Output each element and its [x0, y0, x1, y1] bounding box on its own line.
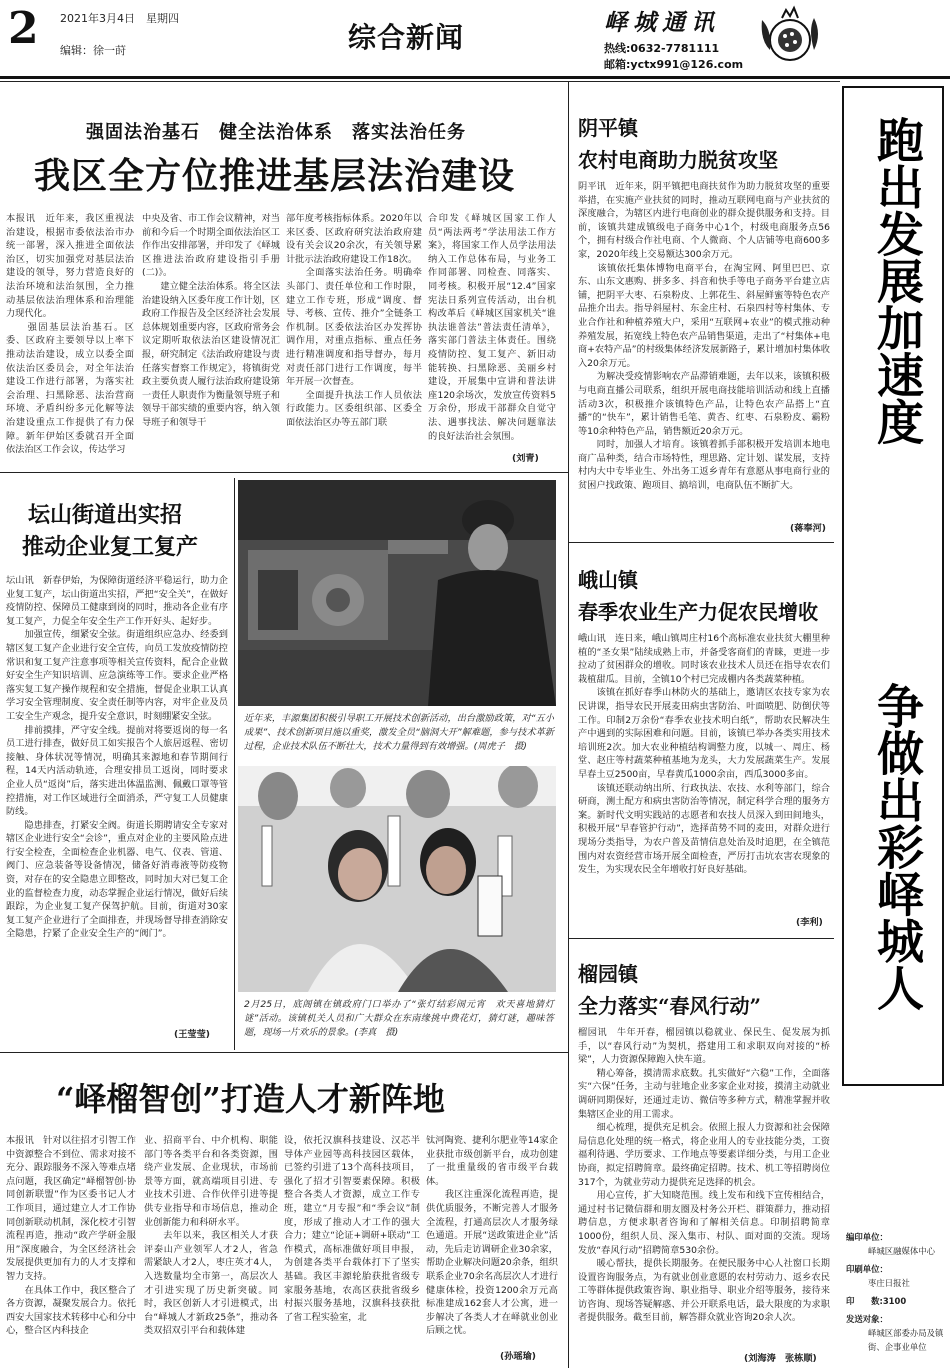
slogan-part-1: 跑出发展加速度	[869, 116, 924, 445]
article3-column-1: 本报讯 针对以往招才引智工作中资源整合不到位、需求对接不充分、跟踪服务不深入等难点堵点问题，我区确定“峄榴智创·协同创新联盟”作为区委书记人才工作项目，通过建立人才工作协同创新联动机制，深化校才引智流程再造，推动“政产学研金服用”深度融合，为全区经济社会发展提供更加有力的人才支撑和智力支持。 在具体工作中，我区整合了各方资源，凝聚发展合力。依托西安大国家技术转移中心和分中心，整合区内科技企	[6, 1135, 136, 1337]
article6-body: 榴园讯 牛年开春，榴园镇以稳就业、保民生、促发展为抓手，以“春风行动”为契机，搭建用工和求职双向对接的“桥梁”，人力资源保障跑入快车道。 精心筹备，摸清需求底数。扎实做好“六稳”工作，全面落实“六保”任务，主动与驻地企业多家企业对接，摸清主动就业调研同期保好，还通过走访、微信等多种方式，精准掌握并收集辖区企业的用工需求。 细心梳理，提供充足机会。依照上报人力资源和社会保障局信息化处理的统一格式，将企业用人的专业技能分类，工资福利待遇、学历要求、工作地点等要素详细分类，与用工企业协商，拟定招聘简章。最终确定招聘。技术、机工等招聘岗位317个，为就业劳动力提供充足选择的机会。 用心宣传，扩大知晓范围。线上发布和线下宣传相结合，通过村书记微信群和朋友圈及村务公开栏、群策群力，推动招聘信息，方便求职者咨询和了解相关信息。印制招聘简章1000份，组织人员、深入集市、村队、面对面的交流。现场发放“春风行动”招聘简章530余份。 暖心帮扶，提供长期服务。在便民服务中心人社窗口长期设置咨询服务点，为有就业创业意愿的农村劳动力、返乡农民工等群体提供政策咨询、职业指导、职业介绍等服务，接待来访咨询、现场答疑解惑、并公开联系电话，最大限度的为求职者提供服务。截至目前，解答群众就业咨询20余人次。	[578, 1027, 830, 1324]
article5-credit: (李利)	[796, 917, 823, 928]
article4-town: 阴平镇	[578, 116, 638, 140]
article4-credit: (蒋奉河)	[790, 523, 826, 534]
article6-town: 榴园镇	[578, 962, 638, 986]
article6-title: 全力落实“春风行动”	[578, 994, 762, 1018]
article2-title-line2: 推动企业复工复产	[22, 534, 199, 560]
lantern-festival-caption: 2月25日，底阁镇在镇政府门口举办了“张灯结彩闹元宵 欢天喜地猜灯谜”活动。该镇机关人员和广大群众在东南缘挑中费花灯，猜灯谜，趣味答题，现场一片欢乐的景象。(李真 摄)	[244, 999, 554, 1038]
article1-credit: (刘青)	[512, 453, 539, 464]
article3-title: “峄榴智创”打造人才新阵地	[56, 1080, 445, 1118]
article3-column-4: 钛河陶瓷、捷利尔肥业等14家企业获批市级创新平台，成功创建了一批重量级的省市级平台载体。 我区注重深化流程再造，提供优质服务，不断完善人才服务全流程，打通高层次人才服务绿色通道。开展“送政策进企业”活动，先后走访调研企业30余家，帮助企业解决问题20余条，组织联系企业70余名高层次人才进行健康体检，投资1200余万元高标准建成162套人才公寓，进一步解决了各类人才在峄就业创业后顾之忧。	[426, 1135, 558, 1337]
article2-body: 坛山讯 新春伊始，为保障街道经济平稳运行，助力企业复工复产，坛山街道出实招，严把“安全关”，在做好疫情防控、保障员工健康到岗的同时，推动各企业有序复工复产，力促全年安全生产工作开好头、起好步。 加强宣传，细紧安全弦。街道组织应急办、经委到辖区复工复产企业进行安全宣传，向员工发放疫情防控常识和复工复产注意事项等相关宣传资料，配合企业做好安全生产知识培训、应急演练等工作。要求企业严格落实复工复产操作规程和安全措施，督促企业职工认真学习安全管理制度、安全责任制等内容，对牢企业及员工安全生产观念，提升安全意识，时刻绷紧安全弦。 排前摸排，严守安全线。提前对将要返岗的每一名员工进行排查，做好员工如实报告个人旅居返程、密切接触、身体状况等情况，明确其来源地和春节期间行程，14天内活动轨迹，合理安排员工返岗，同时要求企业人员“返岗”后，落实进出体温监测、佩戴口罩等管控措施，对工作区域进行全面消杀，严守复工人员健康防线。 隐患排查，打紧安全阀。街道长期聘请安全专家对辖区企业进行安全“会诊”，重点对企业的主要风险点进行安全检查，全面检查企业机器、电气、仪表、管道、阀门、应急装备等设备情况，储备好消毒液等防疫物资，对存在的安全隐患立即整改，同时加大对已复工企业的监督检查力度，动态掌握企业运行情况，做好后续跟踪，为企业复工复产保驾护航。目前，街道对30家复工复产企业进行了全面排查，并现场督导排查消除安全隐患，拧紧了企业安全生产的“阀门”。	[6, 575, 228, 940]
article1-column-2: 中央及省、市工作会议精神，对当前和今后一个时期全面依法治区工作作出安排部署，并印发了《峄城区推进法治政府建设指引手册(二)》。 建立健全法治体系。将全区法治建设纳入区委年度工作计划，区政府工作报告及全区经济社会发展总体规划重要内容，区政府常务会议定期听取依法治区建设情况汇报，研究制定《法治政府建设与责任落实督察工作规定》，将镇街党政主要负责人履行法治政府建设第一责任人职责作为衡量领导班子和领导干部实绩的重要内容，纳入领导班子和领导干	[142, 213, 280, 428]
pomegranate-ornament-icon	[752, 0, 824, 68]
header-rule	[0, 76, 950, 79]
article3-column-3: 设，依托汉旗科技建设、汉芯半导体产业园等高科技园区载体，已签约引进了13个高科技项目，强化了招才引智要素保障。积极整合各类人才资源，成立工作专班，建立“月专报”和“季会议”制度，形成了推动人才工作的强大合力；建立“论证+调研+联动”工作模式，高标准做好项目申报，为创建各类平台载体打下了坚实基础。我区丰源轮胎获批省级专家服务基地，农高区获批省级乡村振兴服务基地，汉旗科技获批了省工程实验室，北	[284, 1135, 420, 1323]
article2-divider	[234, 478, 235, 1050]
article6-credit: (刘海涛 张栋顺)	[744, 1353, 817, 1364]
article4-body: 阴平讯 近年来，阴平镇把电商扶贫作为助力脱贫攻坚的重要举措，在实施产业扶贫的同时，推动互联网电商与产业扶贫的深度融合，为辖区内进行电商创业的群众提供服务和支持。目前，该镇共建成镇级电子商务中心1个，村级电商服务点56个，拥有村级合作社电商、个人微商、个人店铺等电商600多家，2020年线上交易额达300余万元。 该镇依托集体博物电商平台，在淘宝网、阿里巴巴、京东、山东文惠购、拼多多、抖音和快手等电子商务平台建立店铺，把阴平大枣、石泉粉皮、上郭花生、斜屋鲜蜜等特色农产品推介出去。指导斜屋村、东金庄村、石泉四村等村集体、专业合作社和种植养殖大户，采用“互联网+农业”的模式推动种养殖发展，拓宽线上特色农产品销售渠道，走出了“村集体+电商+农特产品”的村级集体经济发展新路子，累计增加村集体收入20余万元。 为解决受疫情影响农产品滞销难题，去年以来，该镇积极与电商直播公司联系，组织开展电商技能培训活动和线上直播活动3次，积极推介该镇特色产品，让特色农产品搭上“直播”的“快车”，累计销售毛笔、黄杏、红枣、石泉粉皮、霸粉等10余种特色产品，销售额近20余万元。 同时，加强人才培育。该镇着抓手部积极开发培训本地电商广品种类，结合市场特性，理思路、定计划、谋发展，支持村内大中专毕业生、外出务工返乡青年有意愿从事电商行业的贫困户找政策、跑项目、搞培训，电商队伍不断扩大。	[578, 181, 830, 492]
lantern-festival-photo	[238, 766, 556, 992]
main-right-divider	[568, 82, 569, 1368]
colophon-send-value: 峄城区部委办局及镇街、企事业单位	[868, 1328, 944, 1352]
slogan-box	[842, 86, 944, 1086]
colophon	[846, 1230, 946, 1354]
masthead-logo: 峄城通讯	[604, 9, 720, 36]
article2-title-line1: 坛山街道出实招	[28, 502, 183, 528]
article5-body: 峨山讯 连日来，峨山镇周庄村16个高标准农业扶贫大棚里种植的“圣女果”陆续成熟上市，并备受客商们的青睐，更进一步拉动了贫困群众的增收。同时该农业技术人员还在指导农农们栽植甜瓜。目前，全镇10个村已完成棚内各类蔬菜种植。 该镇在抓好春季山林防火的基础上，邀请区农技专家为农民讲课，指导农民开展麦田病虫害防治、叶面喷肥、防倒伏等工作。印制2万余份“春季农业技术明白纸”，帮助农民解决生产中遇到的实际困难和问题。目前，该镇已举办各类实用技术培训班2次。加大农业种植结构调整力度，以城一、周庄、杨堂、赵庄等村蔬菜种植基地为龙头，大力发展蔬菜生产。发展早春土豆2500亩，早春黄瓜1000余亩，西瓜3000多亩。 该镇还联动纳出所、行政执法、农技、水利等部门，综合研商，测土配方和病虫害防治等情况，制定科学合理的服务方案。新时代文明实践站的志愿者和农技人员深入到田间地头，积极开展“早春管护行动”，选择苗势不同的麦田，对群众进行现场分类指导，为农户普及苗情信息处治及时追肥，在全镇范围内对农资经营市场开展全面检查，严厉打击坑农害农现象的发生，为实现农民全年增收打好良好基础。	[578, 633, 830, 876]
page-header	[0, 0, 950, 76]
colophon-sponsor-value: 峄城区融媒体中心	[868, 1246, 935, 1256]
colophon-printer-label: 印刷单位：	[846, 1264, 888, 1274]
page-number: 2	[8, 3, 39, 54]
colophon-sponsor-label: 编印单位：	[846, 1232, 888, 1242]
issue-date: 2021年3月4日 星期四	[60, 12, 179, 25]
article3-credit: (孙瑶瑜)	[500, 1351, 536, 1362]
editor-credit: 编辑：徐一莳	[60, 44, 126, 57]
worker-photo-caption: 近年来，丰源集团积极引导职工开展技术创新活动，出台激励政策，对“五小成果”、技术创新项目施以重奖，激发全员“脑洞大开”解难题，参与技术革新过程，企业技术队伍不断壮大，技术力量得到有效增强。(周虎子 摄)	[244, 713, 554, 752]
email-address: 邮箱:yctx991@126.com	[604, 58, 744, 71]
article3-column-2: 业、招商平台、中介机构、职能部门等各类平台和各类资源，围绕产业发展、企业现状，市场前景等方面，就高端项目引进、专业技术引进、合作伙伴引进等提供专业指导和市场信息，推动企业创新能力和科研水平。 去年以来，我区相关人才获评泰山产业领军人才2人，省急需紧缺人才2人，枣庄英才4人，入选数量均全市第一，高层次人才引进实现了历史新突破。同时，我区创新人才引进模式，出台“峄城人才新政25条”，推动各类双招双引平台和载体建	[144, 1135, 278, 1337]
article5-bottom-rule	[568, 938, 834, 939]
hotline: 热线:0632-7781111	[604, 42, 720, 55]
colophon-print-count: 印 数:3100	[846, 1296, 907, 1306]
article1-column-4: 合印发《峄城区国家工作人员“两法两考”学法用法工作方案》，将国家工作人员学法用法纳入工作总体布局，与业务工作同部署、同检查、同落实、同考核。积极开展“12.4”国家宪法日系列宣传活动，出台机构改革后《峄城区国家机关“谁执法谁普法”普法责任清单》，落实部门普法主体责任。围绕疫情防控、复工复产、新旧动能转换、扫黑除恶、美丽乡村建设，开展集中宣讲和普法讲座120余场次，发放宣传资料5万余份，形成干部群众自觉守法、遇事找法、解决问题靠法的良好法治社会氛围。	[428, 213, 556, 442]
header-rule-thin	[0, 81, 840, 82]
article4-title: 农村电商助力脱贫攻坚	[578, 148, 778, 172]
article1-column-1: 本报讯 近年来，我区重视法治建设，根据市委依法治市办统一部署，深入推进全面依法治区，切实加强党对基层法治建设的领导，努力营造良好的法治环境和法治氛围，全力推动基层依法治理体系和治理能力现代化。 强固基层法治基石。区委、区政府主要领导以上率下推动法治建设，成立以委全面依法治区委员会，对全年法治建设工作进行部署，为落实社会治理、扫黑除恶、法治营商环境、矛盾纠纷多元化解等法治建设重点工作提供了有力保障。新年伊始区委就召开全面依法治区工作会议，传达学习	[6, 213, 134, 456]
article4-bottom-rule	[568, 542, 834, 543]
section-title: 综合新闻	[348, 21, 465, 54]
article5-town: 峨山镇	[578, 568, 638, 592]
worker-photo	[238, 480, 556, 706]
slogan-part-2: 争做出彩峄城人	[869, 682, 924, 1011]
article5-title: 春季农业生产力促农民增收	[578, 600, 818, 624]
colophon-send-label: 发送对象：	[846, 1314, 888, 1324]
article2-credit: (王莹莹)	[174, 1029, 210, 1040]
article1-title: 我区全方位推进基层法治建设	[34, 155, 516, 197]
middle-bottom-rule	[0, 1052, 568, 1053]
article1-kicker: 强固法治基石 健全法治体系 落实法治任务	[86, 122, 466, 143]
article1-bottom-rule	[0, 472, 568, 473]
colophon-printer-value: 枣庄日报社	[868, 1278, 910, 1288]
article1-column-3: 部年度考核指标体系。2020年以来区委、区政府研究法治政府建设有关会议20余次，有关领导累计批示法治政府建设工作18次。 全面落实法治任务。明确牵头部门、责任单位和工作时限，建立工作专班，形成“调度、督导、考核、宣传、推介”全链条工作机制。区委依法治区办发挥协调作用，对重点指标、重点任务进行精准调度和指导督办，每月对责任部门进行工作调度，每半年开展一次督查。 全面提升执法工作人员依法行政能力。区委组织部、区委全面依法治区办等五部门联	[286, 213, 422, 428]
